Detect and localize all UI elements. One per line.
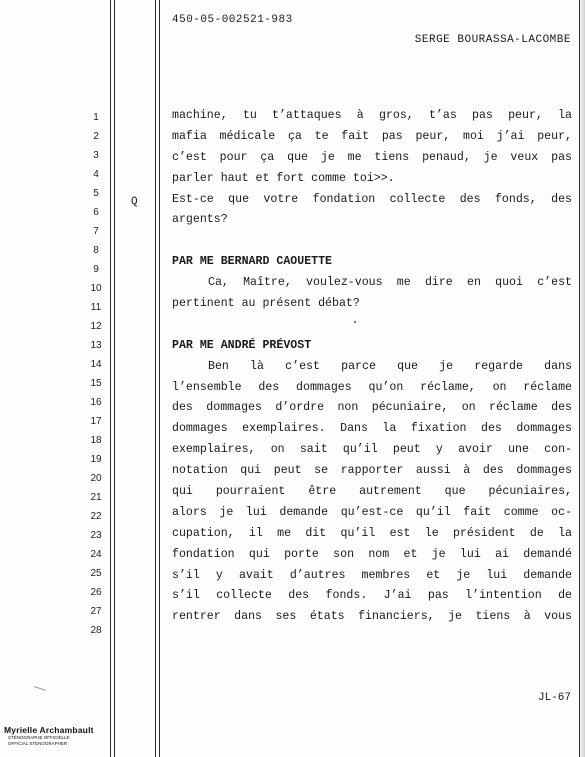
line-number: 7 bbox=[93, 226, 99, 237]
transcript-line: des dommages d’ordre non pécuniaire, on réclame des bbox=[172, 401, 572, 415]
transcript-line bbox=[172, 231, 572, 252]
transcript-line: Est-ce que votre fondation collecte des fonds, des bbox=[172, 192, 572, 206]
line-number: 10 bbox=[90, 283, 102, 294]
line-number: 5 bbox=[93, 188, 99, 199]
witness-name: SERGE BOURASSA-LACOMBE bbox=[414, 34, 571, 46]
line-number: 12 bbox=[90, 321, 102, 332]
line-number: 26 bbox=[90, 587, 102, 598]
line-number: 20 bbox=[90, 473, 102, 484]
speaker-heading: PAR ME BERNARD CAOUETTE bbox=[172, 255, 333, 269]
transcript-line: mafia médicale ça te fait pas peur, moi j’ai peur, bbox=[172, 129, 572, 143]
transcript-line: s’il collecte des fonds. J’ai pas l’intention de bbox=[172, 589, 572, 603]
transcript-line: argents? bbox=[172, 213, 228, 227]
line-number: 15 bbox=[90, 378, 102, 389]
document-number: 450-05-002521-983 bbox=[172, 14, 293, 26]
transcript-line: fondation qui porte son nom et je lui ai demandé bbox=[172, 547, 572, 561]
line-number: 9 bbox=[93, 264, 99, 275]
transcript-line: s’il y avait d’autres membres et je lui demande bbox=[172, 568, 572, 582]
line-number: 27 bbox=[90, 606, 102, 617]
transcript-line: alors je lui demande qu’est-ce qu’il fait comme oc- bbox=[172, 505, 572, 519]
transcript-line: rentrer dans ses états financiers, je tiens à vous bbox=[172, 610, 572, 624]
line-number: 1 bbox=[93, 112, 99, 123]
transcript-line: qui pourraient être autrement que pécuniaires, bbox=[172, 485, 572, 499]
line-number: 24 bbox=[90, 549, 102, 560]
transcript-line: cupation, il me dit qu’il est le président de la bbox=[172, 526, 572, 540]
stenographer-stamp bbox=[4, 725, 94, 747]
margin-rule-right bbox=[579, 0, 580, 757]
stray-mark bbox=[354, 321, 356, 323]
line-number: 2 bbox=[93, 131, 99, 142]
transcript-line: l’ensemble des dommages qu’on réclame, on réclame bbox=[172, 380, 572, 394]
line-number: 11 bbox=[90, 302, 102, 313]
line-number: 25 bbox=[90, 568, 102, 579]
transcript-body bbox=[172, 106, 572, 628]
transcript-line: pertinent au présent débat? bbox=[172, 297, 360, 311]
transcript-line: exemplaires, on sait qu’il peut y avoir une con- bbox=[172, 443, 572, 457]
stamp-title-fr: STÉNOGRAPHE OFFICIELLE bbox=[8, 735, 70, 740]
line-number: 3 bbox=[93, 150, 99, 161]
transcript-line: notation qui peut se rapporter aussi à des dommages bbox=[172, 464, 572, 478]
stamp-name: Myrielle Archambault bbox=[4, 725, 94, 735]
transcript-line: machine, tu t’attaques à gros, t’as pas peur, la bbox=[172, 109, 572, 122]
margin-rule-left-4 bbox=[159, 0, 160, 757]
line-number: 19 bbox=[90, 454, 102, 465]
line-number: 21 bbox=[90, 492, 102, 503]
transcript-line: parler haut et fort comme toi>>. bbox=[172, 171, 395, 185]
margin-rule-left-3 bbox=[155, 0, 156, 757]
speaker-heading: PAR ME ANDRÉ PRÉVOST bbox=[172, 338, 312, 352]
transcript-line: c’est pour ça que je me tiens penaud, je veux pas bbox=[172, 150, 572, 164]
line-number: 6 bbox=[93, 207, 99, 218]
transcript-line: Ca, Maître, voulez-vous me dire en quoi c’est bbox=[208, 276, 572, 290]
scan-scratch bbox=[34, 686, 46, 691]
line-number: 4 bbox=[93, 169, 99, 180]
line-number: 17 bbox=[90, 416, 102, 427]
line-number: 16 bbox=[90, 397, 102, 408]
line-number: 23 bbox=[90, 530, 102, 541]
transcript-line: dommages exemplaires. Dans la fixation des dommages bbox=[172, 422, 572, 436]
margin-rule-left-2 bbox=[114, 0, 115, 757]
line-number: 8 bbox=[93, 245, 99, 256]
stamp-title-en: OFFICIAL STENOGRAPHER bbox=[8, 741, 68, 746]
question-marker: Q bbox=[131, 196, 138, 208]
page-id: JL-67 bbox=[537, 692, 571, 704]
line-number-column bbox=[78, 108, 114, 640]
line-number: 13 bbox=[90, 340, 102, 351]
line-number: 28 bbox=[90, 625, 102, 636]
transcript-line: Ben là c’est parce que je regarde dans bbox=[208, 359, 572, 373]
line-number: 18 bbox=[90, 435, 102, 446]
line-number: 14 bbox=[90, 359, 102, 370]
transcript-line bbox=[172, 315, 572, 336]
line-number: 22 bbox=[90, 511, 102, 522]
